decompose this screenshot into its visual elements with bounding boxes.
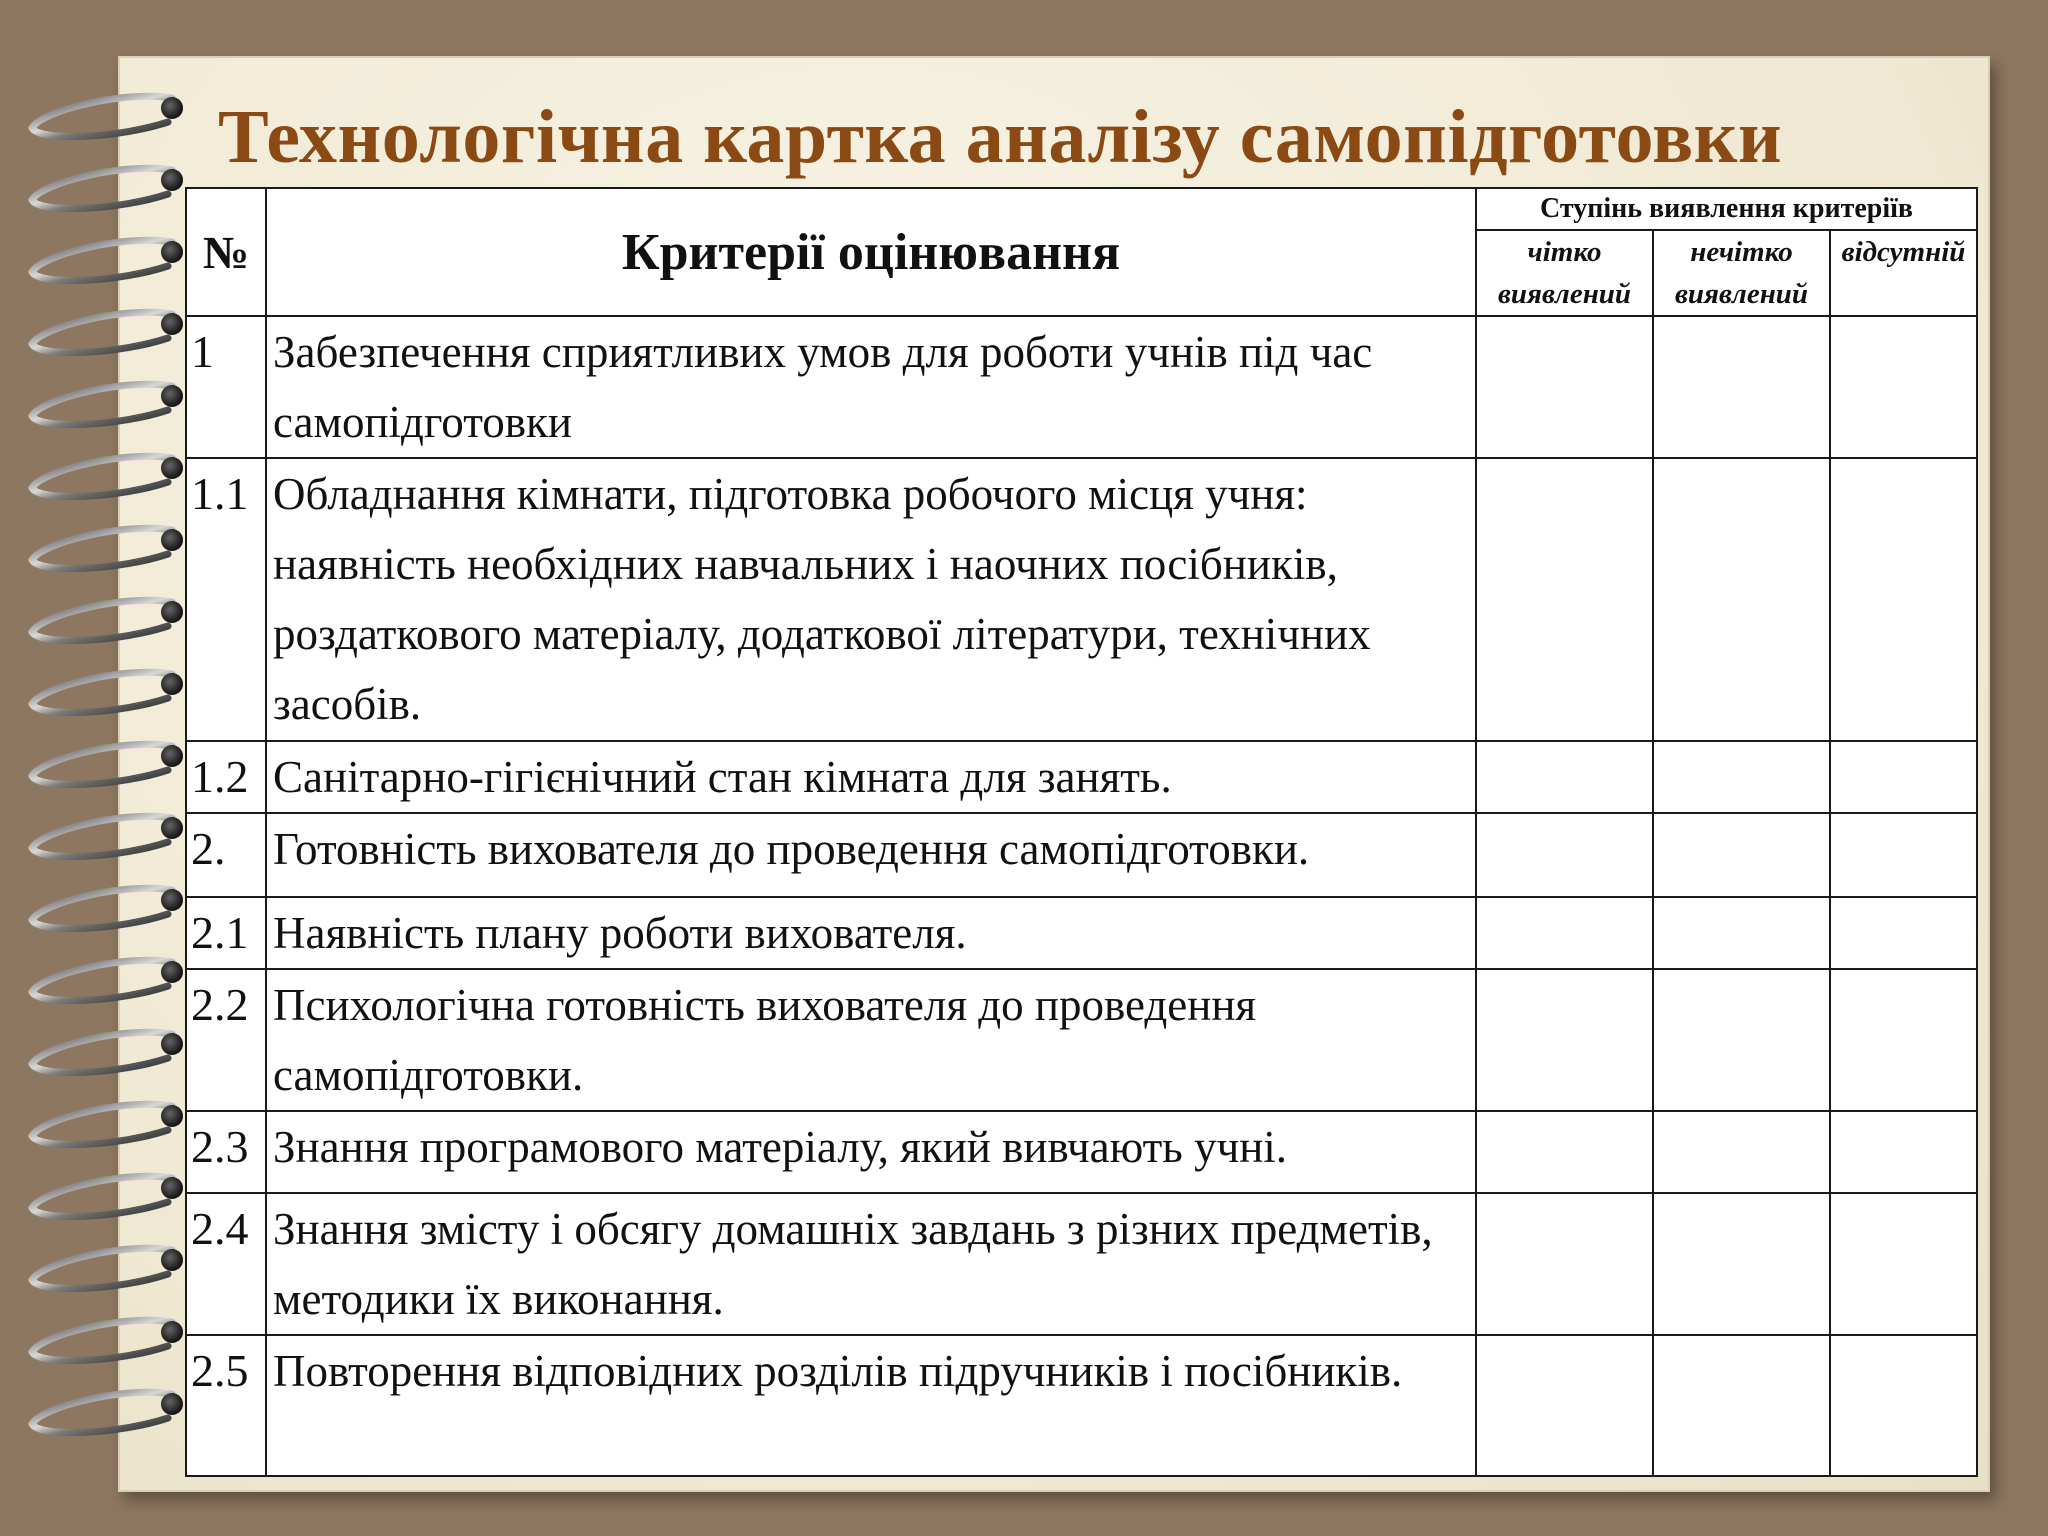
unclearly-shown-cell[interactable] (1653, 1111, 1830, 1193)
absent-cell[interactable] (1830, 741, 1977, 813)
table-row (186, 813, 1977, 897)
unclearly-shown-cell[interactable] (1653, 458, 1830, 741)
spiral-binding-icon (0, 0, 200, 1536)
clearly-shown-cell[interactable] (1476, 741, 1653, 813)
row-number: 2. (186, 813, 266, 897)
table-row (186, 969, 1977, 1111)
row-criterion: Готовність вихователя до проведення самопідготовки. (266, 813, 1476, 897)
header-degree-group: Ступінь виявлення критеріїв (1476, 188, 1977, 230)
row-criterion: Санітарно-гігієнічний стан кімната для занять. (266, 741, 1476, 813)
clearly-shown-cell[interactable] (1476, 1193, 1653, 1335)
absent-cell[interactable] (1830, 316, 1977, 458)
unclearly-shown-cell[interactable] (1653, 316, 1830, 458)
table-row (186, 458, 1977, 741)
table-row (186, 1193, 1977, 1335)
header-clearly-shown: чітко виявлений (1476, 230, 1653, 316)
unclearly-shown-cell[interactable] (1653, 1335, 1830, 1476)
row-criterion: Психологічна готовність вихователя до проведення самопідготовки. (266, 969, 1476, 1111)
row-number: 2.2 (186, 969, 266, 1111)
absent-cell[interactable] (1830, 813, 1977, 897)
table-row (186, 1335, 1977, 1476)
header-absent: відсутній (1830, 230, 1977, 316)
clearly-shown-cell[interactable] (1476, 458, 1653, 741)
clearly-shown-cell[interactable] (1476, 897, 1653, 969)
row-number: 2.1 (186, 897, 266, 969)
row-criterion: Забезпечення сприятливих умов для роботи учнів під час самопідготовки (266, 316, 1476, 458)
row-criterion: Повторення відповідних розділів підручників і посібників. (266, 1335, 1476, 1476)
row-criterion: Наявність плану роботи вихователя. (266, 897, 1476, 969)
table-row (186, 316, 1977, 458)
unclearly-shown-cell[interactable] (1653, 813, 1830, 897)
absent-cell[interactable] (1830, 458, 1977, 741)
row-number: 1.1 (186, 458, 266, 741)
header-criteria: Критерії оцінювання (266, 188, 1476, 316)
clearly-shown-cell[interactable] (1476, 813, 1653, 897)
row-number: 1.2 (186, 741, 266, 813)
absent-cell[interactable] (1830, 897, 1977, 969)
clearly-shown-cell[interactable] (1476, 316, 1653, 458)
clearly-shown-cell[interactable] (1476, 1111, 1653, 1193)
header-unclearly-shown: нечітко виявлений (1653, 230, 1830, 316)
row-criterion: Знання змісту і обсягу домашніх завдань з різних предметів, методики їх виконання. (266, 1193, 1476, 1335)
header-number: № (186, 188, 266, 316)
absent-cell[interactable] (1830, 969, 1977, 1111)
absent-cell[interactable] (1830, 1111, 1977, 1193)
absent-cell[interactable] (1830, 1193, 1977, 1335)
absent-cell[interactable] (1830, 1335, 1977, 1476)
row-criterion: Обладнання кімнати, підготовка робочого місця учня: наявність необхідних навчальних і наочних посібників, роздаткового матеріалу, додаткової літератури, технічних засобів. (266, 458, 1476, 741)
table-row (186, 897, 1977, 969)
row-criterion: Знання програмового матеріалу, який вивчають учні. (266, 1111, 1476, 1193)
criteria-table (185, 187, 1978, 1477)
row-number: 1 (186, 316, 266, 458)
row-number: 2.3 (186, 1111, 266, 1193)
row-number: 2.5 (186, 1335, 266, 1476)
clearly-shown-cell[interactable] (1476, 969, 1653, 1111)
table-row (186, 1111, 1977, 1193)
page-title: Технологічна картка аналізу самопідготовки (218, 95, 1783, 179)
unclearly-shown-cell[interactable] (1653, 969, 1830, 1111)
unclearly-shown-cell[interactable] (1653, 897, 1830, 969)
row-number: 2.4 (186, 1193, 266, 1335)
unclearly-shown-cell[interactable] (1653, 1193, 1830, 1335)
unclearly-shown-cell[interactable] (1653, 741, 1830, 813)
clearly-shown-cell[interactable] (1476, 1335, 1653, 1476)
table-row (186, 741, 1977, 813)
